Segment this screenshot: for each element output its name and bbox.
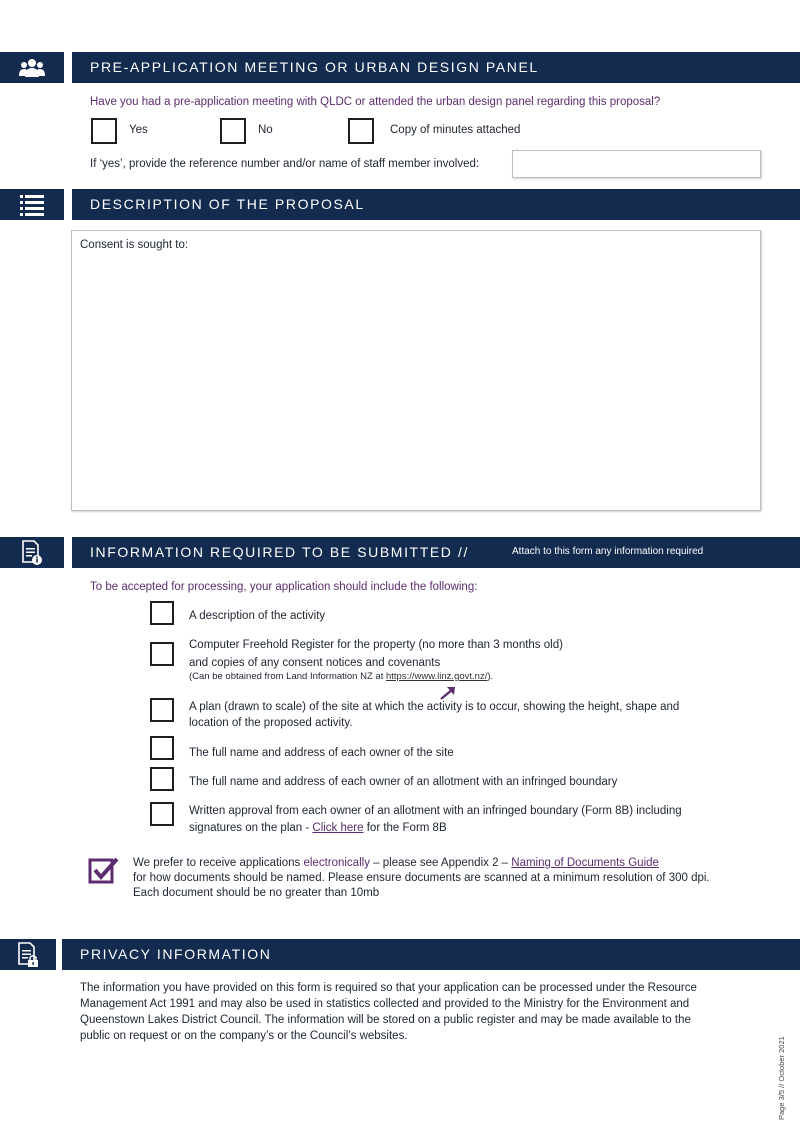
checklist-item-text: Computer Freehold Register for the property (no more than 3 months old): [189, 639, 563, 651]
people-icon-box: [0, 52, 64, 83]
yes-label: Yes: [129, 124, 148, 136]
site-plan-checkbox[interactable]: [150, 698, 174, 722]
site-owner-checkbox[interactable]: [150, 736, 174, 760]
attach-note: Attach to this form any information required: [512, 546, 704, 557]
section-header-info-required: [72, 537, 800, 568]
linz-link[interactable]: https://www.linz.govt.nz/: [385, 671, 488, 682]
minutes-attached-checkbox[interactable]: [348, 118, 374, 144]
checklist-item-text: A description of the activity: [189, 610, 326, 622]
written-approval-checkbox[interactable]: [150, 802, 174, 826]
document-lock-icon-box: [0, 939, 56, 970]
checklist-item-text: A plan (drawn to scale) of the site at which the activity is to occur, showing the height, shape and: [189, 701, 680, 713]
no-label: No: [258, 124, 273, 136]
freehold-register-checkbox[interactable]: [150, 642, 174, 666]
electronic-line-2: for how documents should be named. Please ensure documents are scanned at a minimum resolution of 300 dpi.: [133, 872, 710, 884]
section-header-pre-application: [72, 52, 800, 83]
no-checkbox[interactable]: [220, 118, 246, 144]
list-icon-box: [0, 189, 64, 220]
section-title: DESCRIPTION OF THE PROPOSAL: [90, 196, 365, 212]
privacy-line-1: The information you have provided on this form is required so that your application can be processed under the Resource: [80, 982, 697, 994]
list-icon: [20, 194, 44, 216]
checklist-item-text: location of the proposed activity.: [189, 717, 353, 729]
reference-label: If ‘yes’, provide the reference number and/or name of staff member involved:: [90, 158, 480, 170]
section-header-privacy: [62, 939, 800, 970]
section-title: PRIVACY INFORMATION: [80, 946, 272, 962]
electronic-line-1: [133, 855, 659, 871]
form-8b-suffix: for the Form 8B: [363, 822, 447, 834]
consent-textarea[interactable]: [71, 230, 761, 511]
checkmark-box-icon: [88, 856, 120, 884]
allotment-owner-checkbox[interactable]: [150, 767, 174, 791]
people-icon: [18, 57, 46, 79]
checklist-item-text: Written approval from each owner of an allotment with an infringed boundary (Form 8B) including: [189, 805, 682, 817]
linz-note-suffix: ).: [487, 671, 494, 682]
electronic-mid: – please see Appendix 2 –: [369, 857, 512, 869]
minutes-attached-label: Copy of minutes attached: [390, 124, 521, 136]
electronic-line-3: Each document should be no greater than 10mb: [133, 887, 380, 899]
pre-app-question: Have you had a pre-application meeting with QLDC or attended the urban design panel regarding this proposal?: [90, 96, 661, 108]
privacy-line-2: Management Act 1991 and may also be used in statistics collected and provided to the Ministry for the Environment and: [80, 998, 690, 1010]
document-info-icon: [21, 540, 43, 566]
section-title: INFORMATION REQUIRED TO BE SUBMITTED //: [90, 544, 469, 560]
document-info-icon-box: [0, 537, 64, 568]
document-lock-icon: [17, 942, 39, 968]
electronic-emph: electronically: [303, 857, 370, 869]
info-intro: To be accepted for processing, your application should include the following:: [90, 581, 478, 593]
privacy-line-4: public on request or on the company’s or the Council’s websites.: [80, 1030, 408, 1042]
naming-guide-link[interactable]: Naming of Documents Guide: [511, 857, 659, 869]
form-8b-prefix: signatures on the plan -: [189, 822, 313, 834]
electronic-prefix: We prefer to receive applications: [133, 857, 304, 869]
linz-note-prefix: (Can be obtained from Land Information NZ at: [189, 671, 386, 682]
section-title: PRE-APPLICATION MEETING OR URBAN DESIGN PANEL: [90, 59, 539, 75]
checklist-item-text: The full name and address of each owner of an allotment with an infringed boundary: [189, 776, 618, 788]
form-8b-line: [189, 820, 447, 836]
consent-label: Consent is sought to:: [80, 239, 189, 251]
privacy-line-3: Queenstown Lakes District Council. The information will be stored on a public register and may be made available to the: [80, 1014, 691, 1026]
checklist-item-text: The full name and address of each owner of the site: [189, 747, 454, 759]
form-8b-link[interactable]: Click here: [312, 822, 364, 834]
cursor-arrow-icon: [440, 686, 456, 700]
checklist-item-text: and copies of any consent notices and covenants: [189, 657, 441, 669]
yes-checkbox[interactable]: [91, 118, 117, 144]
linz-note: [189, 671, 493, 682]
page-number-label: Page 3/5 // October 2021: [777, 1036, 786, 1120]
description-activity-checkbox[interactable]: [150, 601, 174, 625]
reference-field[interactable]: [512, 150, 761, 178]
section-header-description: [72, 189, 800, 220]
